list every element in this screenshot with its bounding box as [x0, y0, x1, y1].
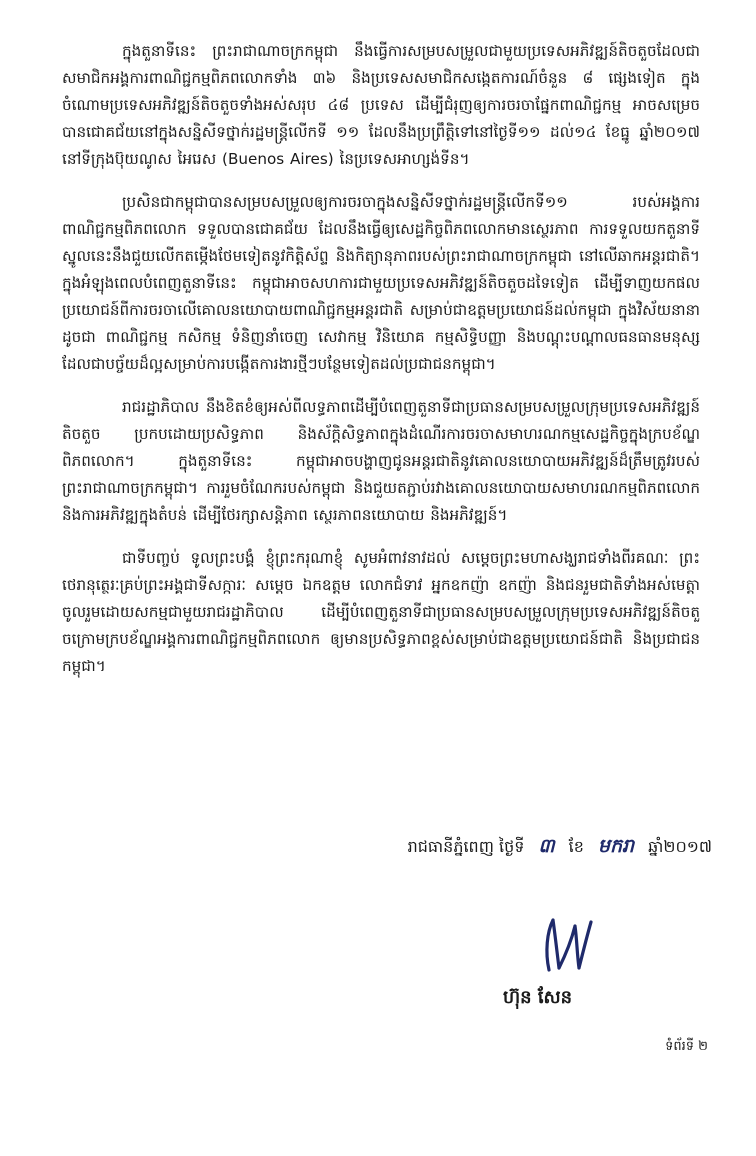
page-number: ទំព័រទី ២ [665, 1039, 708, 1054]
date-year: ឆ្នាំ២០១៧ [648, 837, 712, 856]
date-day-handwritten: ៣ [538, 835, 555, 857]
date-line [408, 834, 712, 862]
paragraph-2: ប្រសិនជាកម្ពុជាបានសម្របសម្រួលឲ្យការចរចាក្នុងសន្និសីទថ្នាក់រដ្ឋមន្ត្រីលើកទី១១ របស់អង្គការពាណិជ្ជកម្មពិភពលោក ទទួលបានជោគជ័យ ដែលនឹងធ្វើឲ្យសេដ្ឋកិច្ចពិភពលោកមានស្ថេរភាព ការទទួលយកតួនាទីស្នូលនេះនឹងជួយលើកតម្កើងថែមទៀតនូវកិត្តិស័ព្ទ និងកិត្យានុភាពរបស់ព្រះរាជាណាចក្រកម្ពុជា នៅលើឆាកអន្តរជាតិ។ ក្នុងអំឡុងពេលបំពេញតួនាទីនេះ កម្ពុជាអាចសហការជាមួយប្រទេសអភិវឌ្ឍន៍តិចតួចដទៃទៀត ដើម្បីទាញយកផលប្រយោជន៍ពីការចរចាលើគោលនយោបាយពាណិជ្ជកម្មអន្តរជាតិ សម្រាប់ជាឧត្តមប្រយោជន៍ដល់កម្ពុជា ក្នុងវិស័យនានាដូចជា ពាណិជ្ជកម្ម កសិកម្ម ទំនិញនាំចេញ សេវាកម្ម វិនិយោគ កម្មសិទ្ធិបញ្ញា និងបណ្តុះបណ្តាលធនធានមនុស្ស ដែលជាបច្ច័យដ៏ល្អសម្រាប់ការបង្កើតការងារថ្មីៗបន្ថែមទៀតដល់ប្រជាជនកម្ពុជា។ [62, 193, 700, 373]
date-month-handwritten: មករា [597, 835, 635, 857]
signature-icon [535, 912, 595, 978]
paragraph-4: ជាទីបញ្ចប់ ទូលព្រះបង្គំ ខ្ញុំព្រះករុណាខ្ញុំ សូមអំពាវនាវដល់ សម្តេចព្រះមហាសង្ឃរាជទាំងពីរគណៈ ព្រះថេរានុត្ថេរៈគ្រប់ព្រះអង្គជាទីសក្ការៈ សម្តេច ឯកឧត្តម លោកជំទាវ អ្នកឧកញ៉ា ឧកញ៉ា និងជនរួមជាតិទាំងអស់មេត្តាចូលរួមដោយសកម្មជាមួយរាជរដ្ឋាភិបាល ដើម្បីបំពេញតួនាទីជាប្រធានសម្របសម្រួលក្រុមប្រទេសអភិវឌ្ឍន៍តិចតួចក្រោមក្របខ័ណ្ឌអង្គការពាណិជ្ជកម្មពិភពលោក ឲ្យមានប្រសិទ្ធភាពខ្ពស់សម្រាប់ជាឧត្តមប្រយោជន៍ជាតិ និងប្រជាជនកម្ពុជា។ [62, 549, 700, 675]
signer-name: ហ៊ុន សែន [503, 987, 573, 1008]
date-place-prefix: រាជធានីភ្នំពេញ ថ្ងៃទី [407, 837, 525, 856]
date-month-label: ខែ [568, 837, 584, 856]
paragraph-1: ក្នុងតួនាទីនេះ ព្រះរាជាណាចក្រកម្ពុជា នឹងធ្វើការសម្របសម្រួលជាមួយប្រទេសអភិវឌ្ឍន៍តិចតួចដែលជាសមាជិកអង្គការពាណិជ្ជកម្មពិភពលោកទាំង ៣៦ និងប្រទេសសមាជិកសង្កេតការណ៍ចំនួន ៨ ផ្សេងទៀត ក្នុងចំណោមប្រទេសអភិវឌ្ឍន៍តិចតួចទាំងអស់សរុប ៤៨ ប្រទេស ដើម្បីជំរុញឲ្យការចរចាផ្នែកពាណិជ្ជកម្ម អាចសម្រេចបានជោគជ័យនៅក្នុងសន្និសីទថ្នាក់រដ្ឋមន្ត្រីលើកទី ១១ ដែលនឹងប្រព្រឹត្តិទៅនៅថ្ងៃទី១១ ដល់១៤ ខែធ្នូ ឆ្នាំ២០១៧ នៅទីក្រុងប៊ុយណូស អៃរេស (Buenos Aires) នៃប្រទេសអាហ្សង់ទីន។ [62, 42, 700, 168]
paragraph-3: រាជរដ្ឋាភិបាល នឹងខិតខំឲ្យអស់ពីលទ្ធភាពដើម្បីបំពេញតួនាទីជាប្រធានសម្របសម្រួលក្រុមប្រទេសអភិវឌ្ឍន៍តិចតួច ប្រកបដោយប្រសិទ្ធភាព និងស័ក្តិសិទ្ធភាពក្នុងដំណើរការចរចាសមាហរណកម្មសេដ្ឋកិច្ចក្នុងក្របខ័ណ្ឌពិភពលោក។ ក្នុងតួនាទីនេះ កម្ពុជាអាចបង្ហាញជូនអន្តរជាតិនូវគោលនយោបាយអភិវឌ្ឍន៍ដ៏ត្រឹមត្រូវរបស់ព្រះរាជាណាចក្រកម្ពុជា។ ការរួមចំណែករបស់កម្ពុជា និងជួយតភ្ជាប់រវាងគោលនយោបាយសមាហរណកម្មពិភពលោក និងការអភិវឌ្ឍក្នុងតំបន់ ដើម្បីថែរក្សាសន្តិភាព ស្ថេរភាពនយោបាយ និងអភិវឌ្ឍន៍។ [62, 398, 700, 524]
